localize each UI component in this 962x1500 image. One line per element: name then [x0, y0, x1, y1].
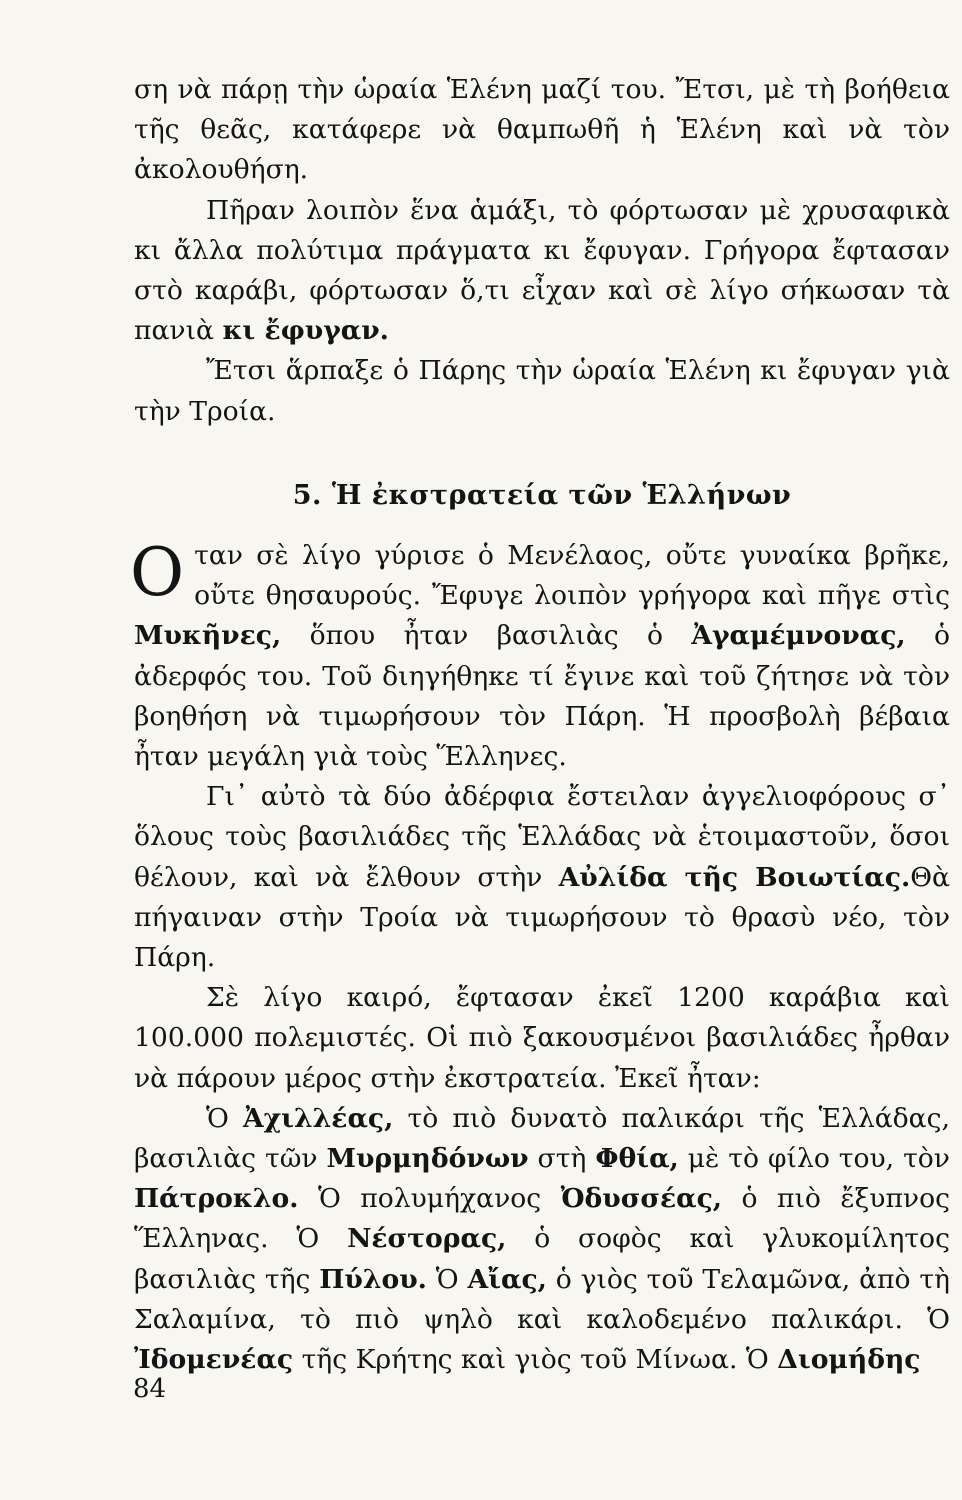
spacer — [134, 432, 950, 476]
page-text — [130, 70, 950, 1380]
text-run: ὁ σοφὸς καὶ γλυκομίλητος βασιλιὰς τῆς — [134, 1223, 950, 1295]
bold-phrase: Ἀγαμέμνονας, — [691, 620, 906, 652]
text-run: ταν σὲ λίγο γύρισε ὁ Μενέλαος, οὔτε γυναίκα βρῆκε, οὔτε θησαυρούς. Ἔφυγε λοιπὸν γρήγορα καὶ πῆγε στὶς — [194, 540, 950, 612]
text-run: Ὁ — [435, 1263, 459, 1295]
paragraph-4 — [130, 534, 950, 777]
bold-phrase: Μυρμηδόνων — [326, 1143, 529, 1175]
text-run: Ἔτσι ἅρπαξε ὁ Πάρης τὴν ὡραία Ἑλένη κι ἔφυγαν γιὰ τὴν Τροία. — [134, 355, 950, 427]
bold-phrase: Αἴας, — [467, 1263, 547, 1295]
bold-phrase: Ἀχιλλέας, — [242, 1102, 394, 1134]
text-run: τὸ πιὸ δυνατὸ παλικάρι τῆς Ἑλλάδας, βασιλιὰς τῶν — [134, 1102, 950, 1175]
text-run: μὲ τὸ φίλο του, τὸν — [687, 1143, 950, 1175]
bold-phrase: Διομήδης — [777, 1344, 921, 1376]
text-run: Ὁ — [206, 1102, 229, 1134]
paragraph-1 — [134, 70, 950, 191]
drop-cap: Ο — [130, 534, 185, 612]
paragraph-7 — [134, 1099, 950, 1380]
text-run: Θὰ πήγαιναν στὴν Τροία νὰ τιμωρήσουν τὸ θρασὺ νέο, τὸν Πάρη. — [134, 861, 950, 974]
text-run: ὅπου ἦταν βασιλιὰς ὁ — [309, 620, 664, 652]
paragraph-2 — [134, 191, 950, 352]
text-run: Σὲ λίγο καιρό, ἔφτασαν ἐκεῖ 1200 καράβια καὶ 100.000 πολεμιστές. Οἱ πιὸ ξακουσμένοι βασιλιάδες ἦρθαν νὰ πάρουν μέρος στὴν ἐκστρατεία. Ἐκεῖ ἦταν: — [134, 982, 950, 1094]
bold-phrase: κι ἔφυγαν. — [222, 315, 389, 347]
bold-phrase: Φθία, — [595, 1143, 679, 1175]
section-heading: 5. Ἡ ἐκστρατεία τῶν Ἑλλήνων — [292, 479, 792, 511]
text-run: Γι᾿ αὐτὸ τὰ δύο ἀδέρφια ἔστειλαν ἀγγελιοφόρους σ᾿ ὅλους τοὺς βασιλιάδες τῆς Ἑλλάδας νὰ ἑτοιμαστοῦν, ὅσοι θέλουν, καὶ νὰ ἔλθουν στὴν — [134, 781, 950, 893]
page-number: 84 — [133, 1374, 167, 1404]
text-run: Πῆραν λοιπὸν ἕνα ἁμάξι, τὸ φόρτωσαν μὲ χρυσαφικὰ κι ἄλλα πολύτιμα πράγματα κι ἔφυγαν. Γρήγορα ἔφτασαν στὸ καράβι, φόρτωσαν ὅ,τι εἶχαν καὶ σὲ λίγο σήκωσαν τὰ πανιὰ — [134, 194, 950, 347]
text-run: ὁ γιὸς τοῦ Τελαμῶνα, ἀπὸ τὴ Σαλαμίνα, τὸ πιὸ ψηλὸ καὶ καλοδεμένο παλικάρι. Ὁ — [134, 1263, 950, 1335]
text-run: Ὁ πολυμήχανος — [317, 1183, 542, 1215]
text-run: ὁ πιὸ ἔξυπνος Ἕλληνας. Ὁ — [134, 1183, 950, 1255]
text-run: ση νὰ πάρῃ τὴν ὡραία Ἑλένη μαζί του. Ἔτσι, μὲ τὴ βοήθεια τῆς θεᾶς, κατάφερε νὰ θαμπωθῆ ἡ Ἑλένη καὶ νὰ τὸν ἀκολουθήση. — [134, 74, 950, 186]
bold-phrase: Μυκῆνες, — [134, 620, 282, 652]
bold-phrase: Αὐλίδα τῆς Βοιωτίας. — [558, 861, 911, 893]
bold-phrase: Ὀδυσσέας, — [560, 1183, 723, 1215]
bold-phrase: Ἰδομενέας — [134, 1344, 294, 1376]
paragraph-5 — [134, 777, 950, 978]
paragraph-6 — [134, 978, 950, 1099]
text-run: ὁ ἀδερφός του. Τοῦ διηγήθηκε τί ἔγινε καὶ τοῦ ζήτησε νὰ τὸν βοηθήση νὰ τιμωρήσουν τὸν Πάρη. Ἡ προσβολὴ βέβαια ἦταν μεγάλη γιὰ τοὺς Ἕλληνες. — [134, 620, 950, 773]
bold-phrase: Πύλου. — [319, 1263, 427, 1295]
bold-phrase: Νέστορας, — [347, 1223, 507, 1255]
bold-phrase: Πάτροκλο. — [134, 1183, 299, 1215]
text-run: στὴ — [537, 1143, 587, 1175]
paragraph-3 — [134, 351, 950, 431]
text-run: τῆς Κρήτης καὶ γιὸς τοῦ Μίνωα. Ὁ — [301, 1344, 769, 1376]
